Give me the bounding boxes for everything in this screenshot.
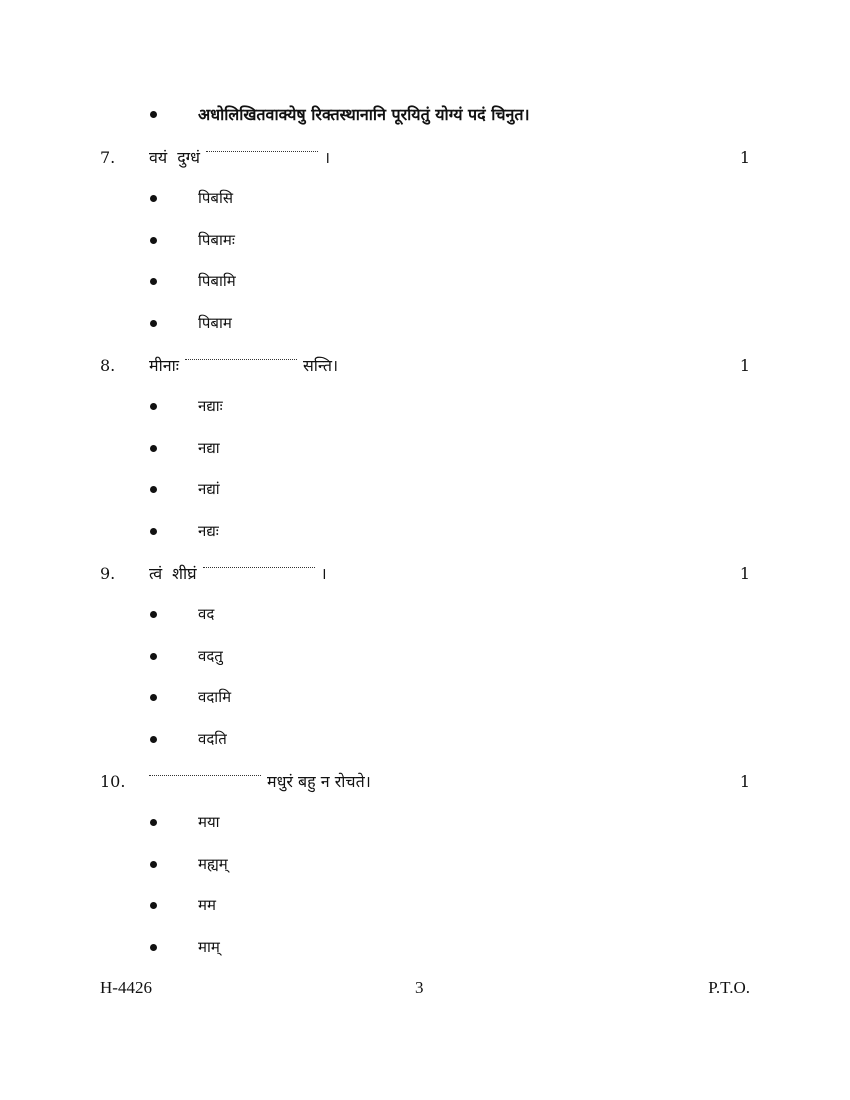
question-word: शीघ्रं (172, 564, 197, 583)
blank-line (203, 567, 315, 568)
option-text: मम (198, 896, 216, 914)
bullet-icon (150, 278, 157, 285)
option-text: वदतु (198, 647, 223, 665)
question-end: । (324, 148, 331, 167)
paper-code: H-4426 (100, 978, 152, 997)
option-text: नद्याः (198, 397, 223, 415)
bullet-icon (150, 653, 157, 660)
question-word: मीनाः (149, 356, 179, 375)
question-7 (100, 145, 750, 169)
bullet-icon (150, 944, 157, 951)
option-text: माम् (198, 938, 220, 956)
option-text: मह्यम् (198, 855, 228, 873)
question-marks: 1 (739, 771, 750, 791)
page-number: 3 (415, 978, 424, 997)
question-marks: 1 (739, 563, 750, 583)
bullet-icon (150, 320, 157, 327)
option-text: पिबामि (198, 272, 236, 290)
bullet-icon (150, 902, 157, 909)
page-footer (100, 978, 750, 1000)
question-end: सन्ति। (302, 356, 339, 375)
question-word: त्वं (149, 564, 163, 583)
question-word: दुग्धं (177, 148, 201, 167)
blank-line (185, 359, 297, 360)
bullet-icon (150, 445, 157, 452)
option-text: नद्यः (198, 522, 219, 540)
option (150, 645, 223, 667)
option-text: वदामि (198, 688, 232, 706)
bullet-icon (150, 237, 157, 244)
question-number: 7. (100, 147, 116, 167)
bullet-icon (150, 861, 157, 868)
question-10 (100, 769, 750, 793)
question-number: 10. (100, 771, 126, 791)
question-marks: 1 (739, 355, 750, 375)
option-text: पिबाम (198, 314, 232, 332)
option (150, 936, 220, 958)
bullet-icon (150, 819, 157, 826)
option (150, 853, 228, 875)
question-9 (100, 561, 750, 585)
bullet-icon (150, 195, 157, 202)
option-text: वद (198, 605, 215, 623)
option (150, 478, 220, 500)
option (150, 312, 232, 334)
bullet-icon (150, 486, 157, 493)
bullet-icon (150, 694, 157, 701)
option (150, 187, 233, 209)
option (150, 395, 223, 417)
bullet-icon (150, 736, 157, 743)
option-text: नद्यां (198, 480, 220, 498)
option (150, 811, 220, 833)
question-8 (100, 353, 750, 377)
option (150, 437, 220, 459)
option (150, 270, 236, 292)
option-text: पिबसि (198, 189, 233, 207)
bullet-icon (150, 611, 157, 618)
option-text: नद्या (198, 439, 220, 457)
instruction (150, 103, 530, 125)
question-number: 9. (100, 563, 116, 583)
bullet-icon (150, 528, 157, 535)
option (150, 603, 214, 625)
bullet-icon (150, 403, 157, 410)
option (150, 894, 216, 916)
option (150, 229, 235, 251)
option-text: पिबामः (198, 231, 235, 249)
question-marks: 1 (739, 147, 750, 167)
option (150, 686, 231, 708)
option-text: वदति (198, 730, 227, 748)
option (150, 728, 227, 750)
blank-line (206, 151, 318, 152)
option (150, 520, 219, 542)
question-end: मधुरं बहु न रोचते। (267, 772, 371, 791)
question-end: । (320, 564, 327, 583)
pto-label: P.T.O. (708, 978, 750, 997)
question-text (149, 770, 371, 792)
bullet-icon (150, 111, 157, 118)
question-text (149, 562, 327, 584)
question-text (149, 146, 330, 168)
question-text (149, 354, 338, 376)
question-number: 8. (100, 355, 116, 375)
question-word: वयं (149, 148, 168, 167)
instruction-text: अधोलिखितवाक्येषु रिक्तस्थानानि पूरयितुं योग्यं पदं चिनुत। (198, 105, 530, 124)
option-text: मया (198, 813, 220, 831)
blank-line (149, 775, 261, 776)
